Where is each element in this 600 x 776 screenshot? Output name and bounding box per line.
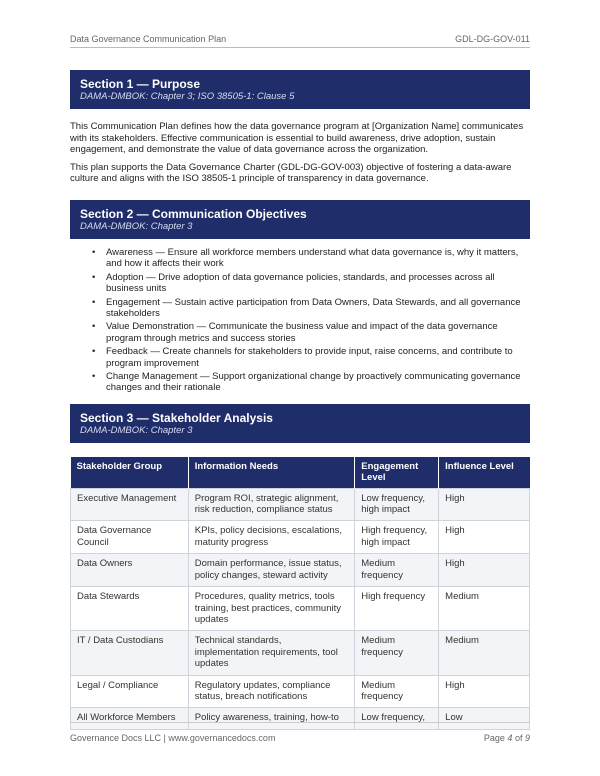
- section-2-reference: DAMA-DMBOK: Chapter 3: [80, 220, 193, 232]
- table-cell: Technical standards, implementation requirements, tool updates: [188, 631, 355, 675]
- table-cell: Domain performance, issue status, policy changes, steward activity: [188, 554, 355, 587]
- page-total: 9: [524, 733, 530, 743]
- objective-text: Change Management — Support organizational change by proactively communicating governance changes and their rationale: [106, 371, 521, 394]
- list-item: [90, 321, 530, 344]
- table-cell: Procedures, quality metrics, tools training, best practices, community updates: [188, 587, 355, 631]
- table-cell: High frequency: [355, 587, 439, 631]
- table-row: [71, 554, 530, 587]
- table-cell: Regulatory updates, compliance status, breach notifications: [188, 675, 355, 708]
- table-cell: Data Governance Council: [71, 521, 189, 554]
- section-3-title: Section 3 — Stakeholder Analysis: [80, 410, 273, 425]
- table-cell: Medium: [439, 587, 530, 631]
- objective-text: Engagement — Sustain active participation from Data Owners, Data Stewards, and all governance stakeholders: [106, 296, 521, 319]
- table-cell: Medium frequency: [355, 631, 439, 675]
- table-cell: Program ROI, strategic alignment, risk reduction, compliance status: [188, 488, 355, 521]
- table-cell: Low: [439, 708, 530, 729]
- table-cell: All Workforce Members: [71, 708, 189, 729]
- page-number: [484, 733, 530, 743]
- column-header-information-needs: Information Needs: [188, 457, 355, 488]
- page-content: [70, 70, 530, 730]
- objective-text: Awareness — Ensure all workforce members understand what data governance is, why it matters, and how it affects their work: [106, 246, 519, 270]
- table-cell: Data Owners: [71, 554, 189, 587]
- table-header-row: [71, 457, 530, 488]
- objectives-list: [90, 247, 530, 394]
- table-cell: Executive Management: [71, 488, 189, 521]
- table-cell: High: [439, 554, 530, 587]
- page-footer: [70, 722, 530, 752]
- page-label: Page: [483, 733, 505, 743]
- bullet: •: [92, 321, 96, 333]
- table-cell: Low frequency,: [355, 708, 439, 729]
- list-item: [90, 272, 530, 295]
- bullet: •: [92, 296, 96, 308]
- section-2-header: [70, 200, 530, 239]
- objective-text: Adoption — Drive adoption of data governance policies, standards, and processes across all business units: [106, 271, 495, 295]
- list-item: [90, 346, 530, 369]
- list-item: [90, 297, 530, 320]
- table-cell: Medium: [439, 631, 530, 675]
- bullet: •: [92, 246, 96, 258]
- section-2-title: Section 2 — Communication Objectives: [80, 206, 307, 221]
- table-row: [71, 587, 530, 631]
- table-cell: Medium frequency: [355, 554, 439, 587]
- purpose-paragraph-2: This plan supports the Data Governance Charter (GDL-DG-GOV-003) objective of fostering a data-aware culture and aligns with the ISO 38505-1 principle of transparency in data governance.: [70, 161, 512, 185]
- page-header: [70, 34, 530, 48]
- table-cell: High: [439, 488, 530, 521]
- document-id: GDL-DG-GOV-011: [455, 34, 530, 44]
- table-row: [71, 675, 530, 708]
- table-row: [71, 631, 530, 675]
- stakeholder-table: [70, 457, 530, 730]
- column-header-stakeholder-group: Stakeholder Group: [71, 457, 189, 488]
- table-cell: IT / Data Custodians: [71, 631, 189, 675]
- table-cell: Medium frequency: [355, 675, 439, 708]
- list-item: [90, 247, 530, 270]
- table-cell: High: [439, 675, 530, 708]
- page-of: of: [514, 733, 523, 743]
- table-cell: High frequency, high impact: [355, 521, 439, 554]
- table-cell: High: [439, 521, 530, 554]
- section-1-reference: DAMA-DMBOK: Chapter 3; ISO 38505-1: Clause 5: [80, 91, 295, 102]
- purpose-paragraph-1: This Communication Plan defines how the data governance program at [Organization Name] communicates with its stakeholders. Effective communication is essential to build awareness, drive adoption, sustain engagement, and demonstrate the value of data governance across the organization.: [70, 121, 524, 156]
- list-item: [90, 371, 530, 394]
- bullet: •: [92, 346, 96, 358]
- table-cell: Data Stewards: [71, 587, 189, 631]
- section-3-reference: DAMA-DMBOK: Chapter 3: [80, 424, 193, 436]
- table-cell: Policy awareness, training, how-to: [188, 708, 355, 729]
- column-header-influence-level: Influence Level: [439, 457, 530, 488]
- section-3-header: [70, 404, 530, 443]
- objective-text: Value Demonstration — Communicate the business value and impact of the data governance program through metrics and success stories: [106, 321, 498, 344]
- column-header-engagement-level: Engagement Level: [355, 457, 439, 488]
- table-cell: KPIs, policy decisions, escalations, maturity progress: [188, 521, 355, 554]
- table-row: [71, 488, 530, 521]
- table-cell: Low frequency, high impact: [355, 488, 439, 521]
- document-title: Data Governance Communication Plan: [70, 34, 227, 44]
- bullet: •: [92, 371, 96, 383]
- objective-text: Feedback — Create channels for stakeholders to provide input, raise concerns, and contribute to program improvement: [106, 346, 513, 369]
- table-row: [71, 521, 530, 554]
- page-current: 4: [507, 733, 513, 743]
- section-1-title: Section 1 — Purpose: [80, 77, 201, 91]
- bullet: •: [92, 271, 96, 283]
- section-1-header: [70, 70, 530, 109]
- footer-company: Governance Docs LLC | www.governancedocs.com: [70, 733, 276, 743]
- table-cell: Legal / Compliance: [71, 675, 189, 708]
